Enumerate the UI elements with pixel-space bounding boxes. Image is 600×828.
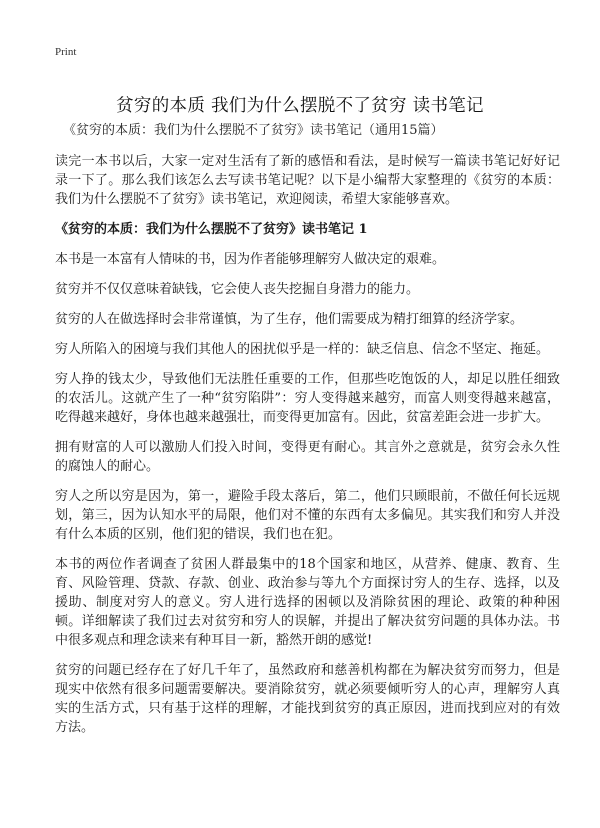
paragraph: 本书的两位作者调查了贫困人群最集中的18个国家和地区，从营养、健康、教育、生育、风险管理、贷款、存款、创业、政治参与等九个方面探讨穷人的生存、选择，以及援助、制度对穷人的意义。穷人进行选择的困顿以及消除贫困的理论、政策的种种困顿。详细解读了我们过去对贫穷和穷人的误解，并提出了解决贫穷问题的具体办法。书中很多观点和理念读来有种耳目一新，豁然开朗的感觉! (55, 557, 560, 648)
page-title: 贫穷的本质 我们为什么摆脱不了贫穷 读书笔记 (116, 95, 484, 116)
paragraph: 贫穷的人在做选择时会非常谨慎，为了生存，他们需要成为精打细算的经济学家。 (55, 312, 524, 327)
paragraph: 贫穷并不仅仅意味着缺钱，它会使人丧失挖掘自身潜力的能力。 (55, 282, 420, 297)
paragraph: 穷人之所以穷是因为，第一，避险手段太落后，第二，他们只顾眼前，不做任何长远规划，第三，因为认知水平的局限，他们对不懂的东西有太多偏见。其实我们和穷人并没有什么本质的区别，他们犯的错误，我们也在犯。 (55, 489, 560, 542)
paragraph: 拥有财富的人可以激励人们投入时间，变得更有耐心。其言外之意就是，贫穷会永久性的腐蚀人的耐心。 (55, 440, 560, 474)
paragraph: 贫穷的问题已经存在了好几千年了，虽然政府和慈善机构都在为解决贫穷而努力，但是现实中依然有很多问题需要解决。要消除贫穷，就必须要倾听穷人的心声，理解穷人真实的生活方式，只有基于这样的理解，才能找到贫穷的真正原因，进而找到应对的有效方法。 (55, 663, 560, 735)
intro-paragraph: 读完一本书以后，大家一定对生活有了新的感悟和看法，是时候写一篇读书笔记好好记录一下了。那么我们该怎么去写读书笔记呢？以下是小编帮大家整理的《贫穷的本质：我们为什么摆脱不了贫穷》读书笔记，欢迎阅读，希望大家能够喜欢。 (55, 154, 560, 207)
paragraph: 本书是一本富有人情味的书，因为作者能够理解穷人做决定的艰难。 (55, 252, 446, 267)
print-link[interactable]: Print (55, 46, 77, 58)
article-subtitle: 《贫穷的本质：我们为什么摆脱不了贫穷》读书笔记（通用15篇） (63, 123, 444, 138)
article-body (55, 122, 560, 748)
paragraph: 穷人所陷入的困境与我们其他人的困扰似乎是一样的：缺乏信息、信念不坚定、拖延。 (55, 342, 550, 357)
paragraph: 穷人挣的钱太少，导致他们无法胜任重要的工作，但那些吃饱饭的人，却足以胜任细致的农活儿。这就产生了一种“贫穷陷阱”：穷人变得越来越穷，而富人则变得越来越富，吃得越来越好，身体也越来越强壮，而变得更加富有。因此，贫富差距会进一步扩大。 (55, 372, 560, 425)
section-heading: 《贫穷的本质：我们为什么摆脱不了贫穷》读书笔记 1 (55, 222, 368, 237)
